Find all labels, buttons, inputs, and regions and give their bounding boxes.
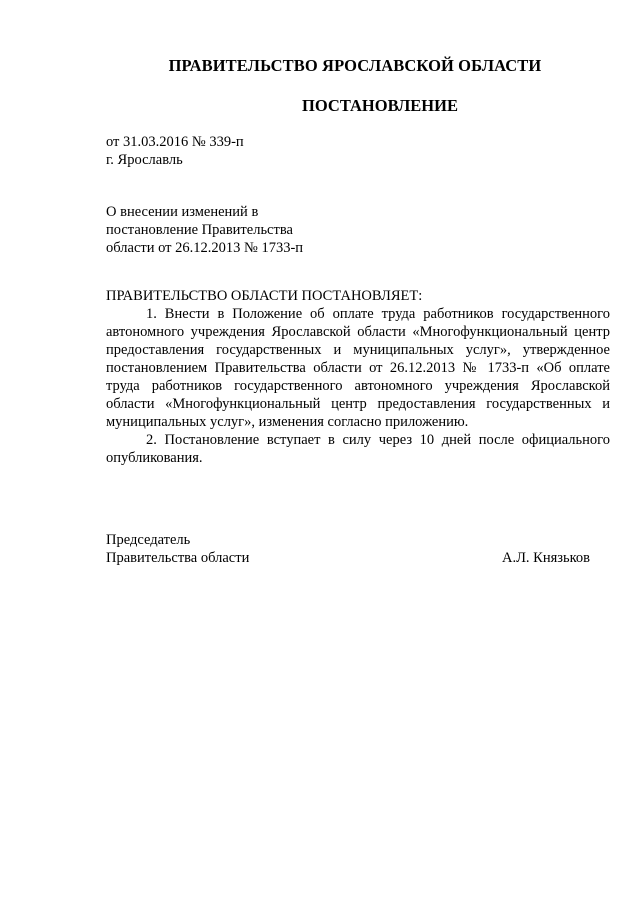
document-subject	[106, 203, 303, 257]
organization-title: ПРАВИТЕЛЬСТВО ЯРОСЛАВСКОЙ ОБЛАСТИ	[168, 56, 542, 75]
document-body	[106, 287, 610, 467]
paragraph-2: 2. Постановление вступает в силу через 10 дней после официального опубликования.	[106, 432, 610, 466]
decree-heading: ПРАВИТЕЛЬСТВО ОБЛАСТИ ПОСТАНОВЛЯЕТ:	[106, 288, 423, 304]
city: г. Ярославль	[106, 152, 183, 168]
document-meta	[106, 133, 244, 169]
date-number: от 31.03.2016 № 339-п	[106, 134, 244, 150]
paragraph-1: 1. Внести в Положение об оплате труда работников государственного автономного учреждения Ярославской области «Многофункциональный центр предоставления государственных и муниципальных услуг», утвержденное постановлением Правительства области от 26.12.2013 № 1733-п «Об оплате труда работников государственного автономного учреждения Ярославской области «Многофункциональный центр предоставления государственных и муниципальных услуг», изменения согласно приложению.	[106, 306, 610, 430]
signatory-position: Председатель	[106, 532, 191, 548]
subject-line: О внесении изменений в	[106, 204, 259, 220]
signatory-name: А.Л. Князьков	[501, 550, 590, 566]
subject-line: постановление Правительства	[106, 222, 293, 238]
signature-block	[106, 531, 590, 567]
subject-line: области от 26.12.2013 № 1733-п	[106, 240, 304, 256]
document-type: ПОСТАНОВЛЕНИЕ	[302, 96, 458, 115]
signatory-position-2: Правительства области	[106, 550, 250, 566]
